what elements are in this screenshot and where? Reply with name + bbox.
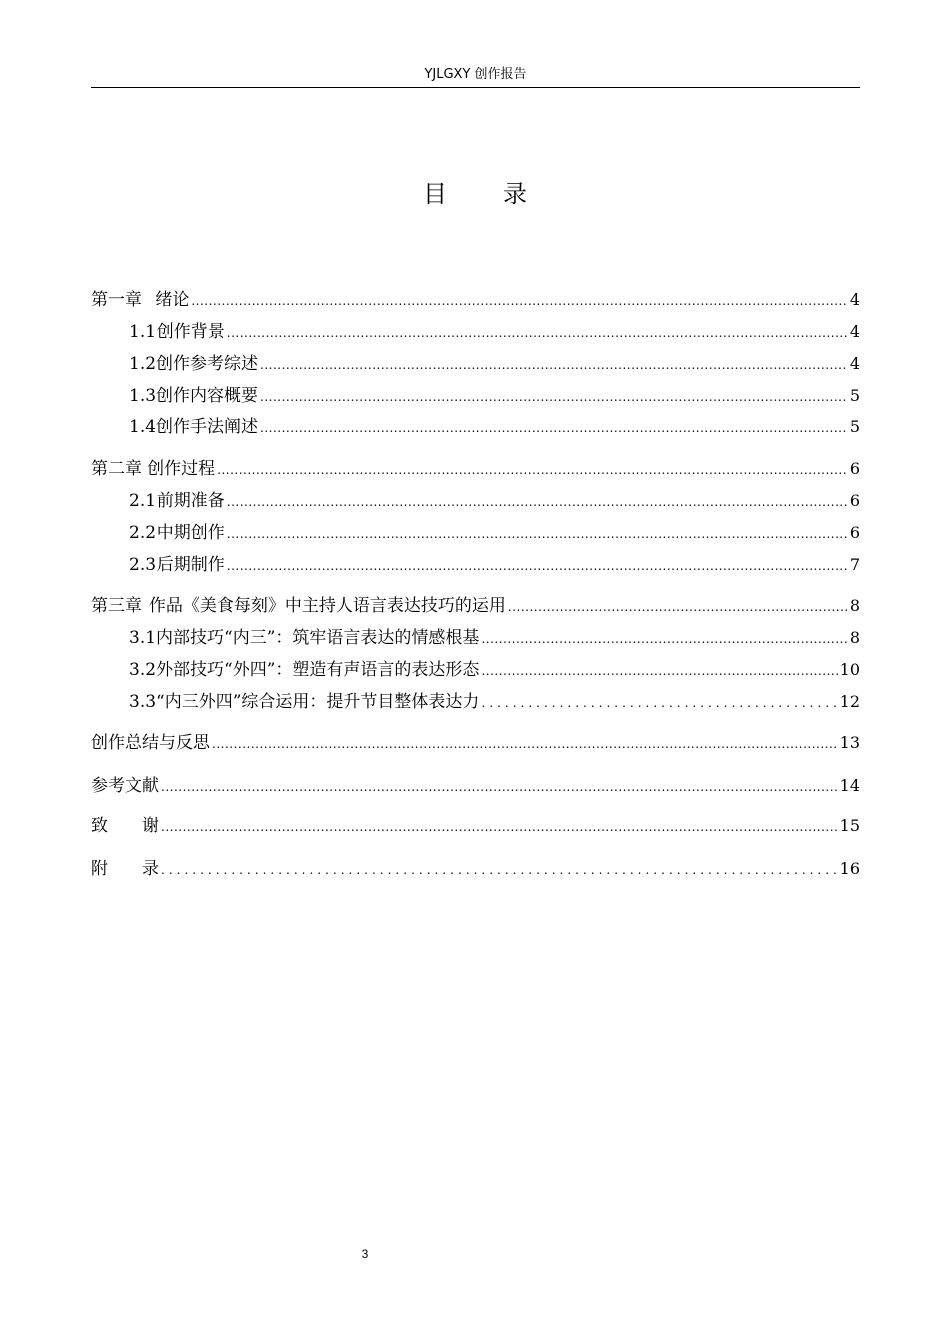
footer-page-number: 3 [361, 1247, 369, 1261]
chapter-title: 致 谢 [91, 816, 159, 836]
dot-leader [227, 322, 848, 344]
toc-entry-section-1-4[interactable] [91, 416, 860, 438]
table-of-contents [91, 0, 860, 1000]
section-number: 1.2 [129, 354, 157, 374]
toc-entry-section-2-1[interactable] [91, 490, 860, 512]
toc-title-right: 录 [503, 180, 527, 208]
dot-leader [481, 692, 837, 714]
section-number: 3.1 [129, 628, 157, 648]
dot-leader [260, 354, 848, 376]
section-number: 2.1 [129, 491, 157, 511]
toc-entry-references[interactable] [91, 775, 860, 797]
section-number: 3.2 [129, 660, 157, 680]
page-number: 7 [849, 555, 860, 574]
dot-leader [481, 660, 837, 682]
page-number: 4 [849, 354, 860, 373]
section-title: 创作内容概要 [156, 386, 259, 406]
chapter-label: 第三章 [91, 596, 142, 616]
chapter-title: 参考文献 [91, 776, 159, 796]
dot-leader [191, 290, 847, 312]
section-title: 后期制作 [156, 555, 225, 575]
dot-leader [217, 459, 848, 481]
toc-entry-chapter-1[interactable] [91, 289, 860, 311]
page-number: 8 [849, 596, 860, 615]
toc-entry-section-1-2[interactable] [91, 353, 860, 375]
section-number: 3.3 [129, 692, 157, 712]
toc-entry-section-3-3[interactable] [91, 691, 860, 713]
toc-entry-appendix[interactable] [91, 858, 860, 880]
dot-leader [161, 776, 838, 798]
page-number: 6 [849, 523, 860, 542]
dot-leader [508, 596, 848, 618]
chapter-title: 创作过程 [147, 459, 216, 479]
page-number: 13 [839, 733, 860, 752]
dot-leader [260, 386, 848, 408]
page-number: 5 [849, 417, 860, 436]
dot-leader [161, 816, 838, 838]
page-number: 14 [839, 776, 860, 795]
page-number: 5 [849, 386, 860, 405]
chapter-title: 附 录 [91, 859, 159, 879]
page-number: 8 [849, 628, 860, 647]
page-header: YJLGXY 创作报告 [424, 67, 527, 82]
toc-title-left: 目 [423, 180, 447, 208]
section-title: 前期准备 [156, 491, 225, 511]
toc-entry-section-3-2[interactable] [91, 659, 860, 681]
chapter-title: 作品《美食每刻》中主持人语言表达技巧的运用 [148, 596, 506, 616]
section-number: 1.3 [129, 386, 157, 406]
section-number: 2.3 [129, 555, 157, 575]
page-number: 16 [839, 859, 860, 878]
page-number: 12 [839, 692, 860, 711]
toc-entry-section-2-2[interactable] [91, 522, 860, 544]
toc-entry-chapter-3[interactable] [91, 595, 860, 617]
dot-leader [260, 417, 848, 439]
dot-leader [481, 628, 847, 650]
chapter-label: 第二章 [91, 459, 142, 479]
page-number: 6 [849, 491, 860, 510]
section-title: 中期创作 [156, 523, 225, 543]
chapter-label: 第一章 [91, 290, 142, 310]
chapter-title: 创作总结与反思 [91, 733, 210, 753]
toc-entry-section-1-1[interactable] [91, 321, 860, 343]
section-title: “内三外四”综合运用：提升节目整体表达力 [156, 692, 480, 712]
page-number: 4 [849, 322, 860, 341]
toc-entry-section-2-3[interactable] [91, 554, 860, 576]
chapter-title: 绪论 [155, 290, 190, 310]
section-title: 创作手法阐述 [156, 417, 259, 437]
toc-entry-summary[interactable] [91, 732, 860, 754]
section-number: 1.1 [129, 322, 157, 342]
page-number: 10 [839, 660, 860, 679]
toc-entry-section-3-1[interactable] [91, 627, 860, 649]
dot-leader [227, 555, 848, 577]
page-number: 4 [849, 290, 860, 309]
dot-leader [212, 733, 838, 755]
section-title: 内部技巧“内三”：筑牢语言表达的情感根基 [156, 628, 480, 648]
section-number: 2.2 [129, 523, 157, 543]
toc-entry-section-1-3[interactable] [91, 385, 860, 407]
section-number: 1.4 [129, 417, 157, 437]
page-number: 6 [849, 459, 860, 478]
toc-entry-acknowledgements[interactable] [91, 815, 860, 837]
toc-entry-chapter-2[interactable] [91, 458, 860, 480]
section-title: 创作参考综述 [156, 354, 259, 374]
dot-leader [227, 523, 848, 545]
dot-leader [161, 859, 838, 881]
section-title: 外部技巧“外四”：塑造有声语言的表达形态 [156, 660, 480, 680]
dot-leader [227, 491, 848, 513]
section-title: 创作背景 [156, 322, 225, 342]
page-number: 15 [839, 816, 860, 835]
